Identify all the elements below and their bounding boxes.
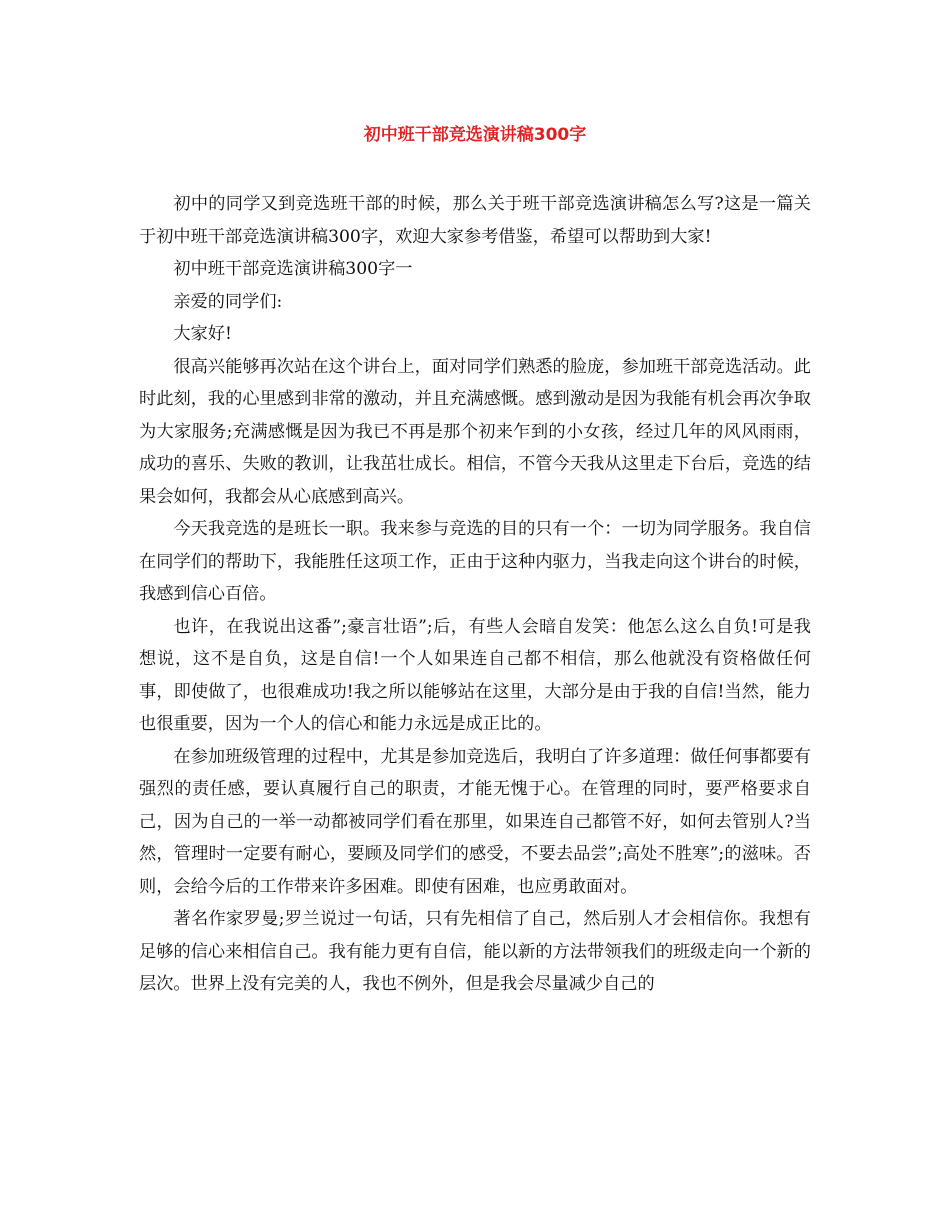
paragraph: 著名作家罗曼;罗兰说过一句话，只有先相信了自己，然后别人才会相信你。我想有足够的信心来相信自己。我有能力更有自信，能以新的方法带领我们的班级走向一个新的层次。世界上没有完美的人，我也不例外，但是我会尽量减少自己的 <box>139 909 811 994</box>
paragraph-subheading: 初中班干部竞选演讲稿300字一 <box>173 259 413 279</box>
paragraph-intro: 初中的同学又到竞选班干部的时候，那么关于班干部竞选演讲稿怎么写?这是一篇关于初中班干部竞选演讲稿300字，欢迎大家参考借鉴，希望可以帮助到大家! <box>139 194 811 247</box>
document-body <box>139 188 811 1001</box>
paragraph-salutation: 亲爱的同学们: <box>173 291 283 312</box>
paragraph: 今天我竞选的是班长一职。我来参与竞选的目的只有一个：一切为同学服务。我自信在同学们的帮助下，我能胜任这项工作，正由于这种内驱力，当我走向这个讲台的时候，我感到信心百倍。 <box>139 519 811 604</box>
paragraph-greeting: 大家好! <box>173 324 232 344</box>
paragraph: 在参加班级管理的过程中，尤其是参加竞选后，我明白了许多道理：做任何事都要有强烈的责任感，要认真履行自己的职责，才能无愧于心。在管理的同时，要严格要求自己，因为自己的一举一动都被同学们看在那里，如果连自己都管不好，如何去管别人?当然，管理时一定要有耐心，要顾及同学们的感受，不要去品尝”;高处不胜寒”;的滋味。否则，会给今后的工作带来许多困难。即使有困难，也应勇敢面对。 <box>139 746 811 897</box>
paragraph: 也许，在我说出这番”;豪言壮语”;后，有些人会暗自发笑：他怎么这么自负!可是我想说，这不是自负，这是自信!一个人如果连自己都不相信，那么他就没有资格做任何事，即使做了，也很难成功!我之所以能够站在这里，大部分是由于我的自信!当然，能力也很重要，因为一个人的信心和能力永远是成正比的。 <box>139 616 811 734</box>
paragraph: 很高兴能够再次站在这个讲台上，面对同学们熟悉的脸庞，参加班干部竞选活动。此时此刻，我的心里感到非常的激动，并且充满感慨。感到激动是因为我能有机会再次争取为大家服务;充满感慨是因为我已不再是那个初来乍到的小女孩，经过几年的风风雨雨，成功的喜乐、失败的教训，让我茁壮成长。相信，不管今天我从这里走下台后，竞选的结果会如何，我都会从心底感到高兴。 <box>139 356 811 507</box>
document-title: 初中班干部竞选演讲稿300字 <box>363 125 587 145</box>
